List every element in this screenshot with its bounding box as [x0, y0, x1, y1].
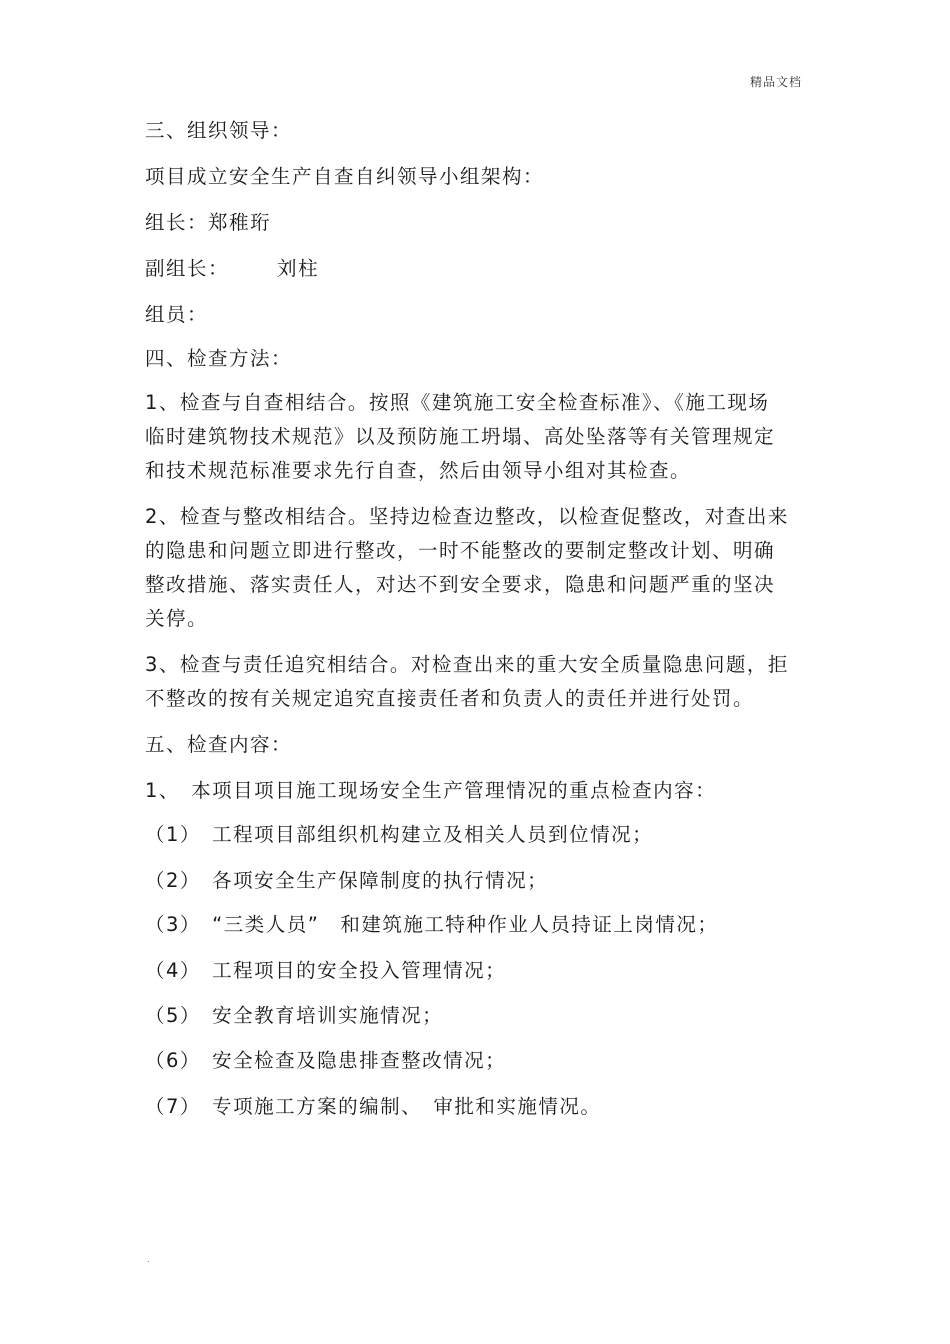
- method-2-line-3: 整改措施、落实责任人，对达不到安全要求，隐患和问题严重的坚决: [145, 573, 776, 596]
- method-1-line-1: 1、检查与自查相结合。按照《建筑施工安全检查标准》、《施工现场: [145, 391, 770, 414]
- method-3-line-2: 不整改的按有关规定追究直接责任者和负责人的责任并进行处罚。: [145, 687, 755, 710]
- content-item: （5） 安全教育培训实施情况；: [145, 1004, 444, 1027]
- leader-line: 组长：郑稚珩: [145, 211, 272, 234]
- deputy-label: 副组长：: [145, 257, 230, 280]
- method-3-line-1: 3、检查与责任追究相结合。对检查出来的重大安全质量隐患问题，拒: [145, 653, 789, 676]
- section-5-title: 五、检查内容：: [145, 733, 293, 756]
- deputy-line: [145, 252, 825, 286]
- content-1: 1、 本项目项目施工现场安全生产管理情况的重点检查内容：: [145, 779, 717, 802]
- page-header: 精品文档: [750, 75, 803, 89]
- members-line: 组员：: [145, 303, 209, 326]
- method-2-line-2: 的隐患和问题立即进行整改，一时不能整改的要制定整改计划、明确: [145, 539, 776, 562]
- section-3-title: 三、组织领导：: [145, 119, 293, 142]
- content-item: （6） 安全检查及隐患排查整改情况；: [145, 1049, 507, 1072]
- footer-dot: .: [147, 1255, 150, 1264]
- method-1-line-2: 临时建筑物技术规范》以及预防施工坍塌、高处坠落等有关管理规定: [145, 425, 776, 448]
- section-3-intro: 项目成立安全生产自查自纠领导小组架构：: [145, 165, 545, 188]
- content-item: （3） “三类人员” 和建筑施工特种作业人员持证上岗情况；: [145, 913, 719, 936]
- content-item: （1） 工程项目部组织机构建立及相关人员到位情况；: [145, 823, 654, 846]
- content-item: （7） 专项施工方案的编制、 审批和实施情况。: [145, 1095, 602, 1118]
- method-2-line-1: 2、检查与整改相结合。坚持边检查边整改，以检查促整改，对查出来: [145, 505, 789, 528]
- section-4-title: 四、检查方法：: [145, 347, 293, 370]
- method-2-line-4: 关停。: [145, 607, 209, 630]
- deputy-name: 刘柱: [277, 257, 320, 280]
- content-item: （2） 各项安全生产保障制度的执行情况；: [145, 869, 549, 892]
- content-item: （4） 工程项目的安全投入管理情况；: [145, 959, 507, 982]
- method-1-line-3: 和技术规范标准要求先行自查，然后由领导小组对其检查。: [145, 459, 692, 482]
